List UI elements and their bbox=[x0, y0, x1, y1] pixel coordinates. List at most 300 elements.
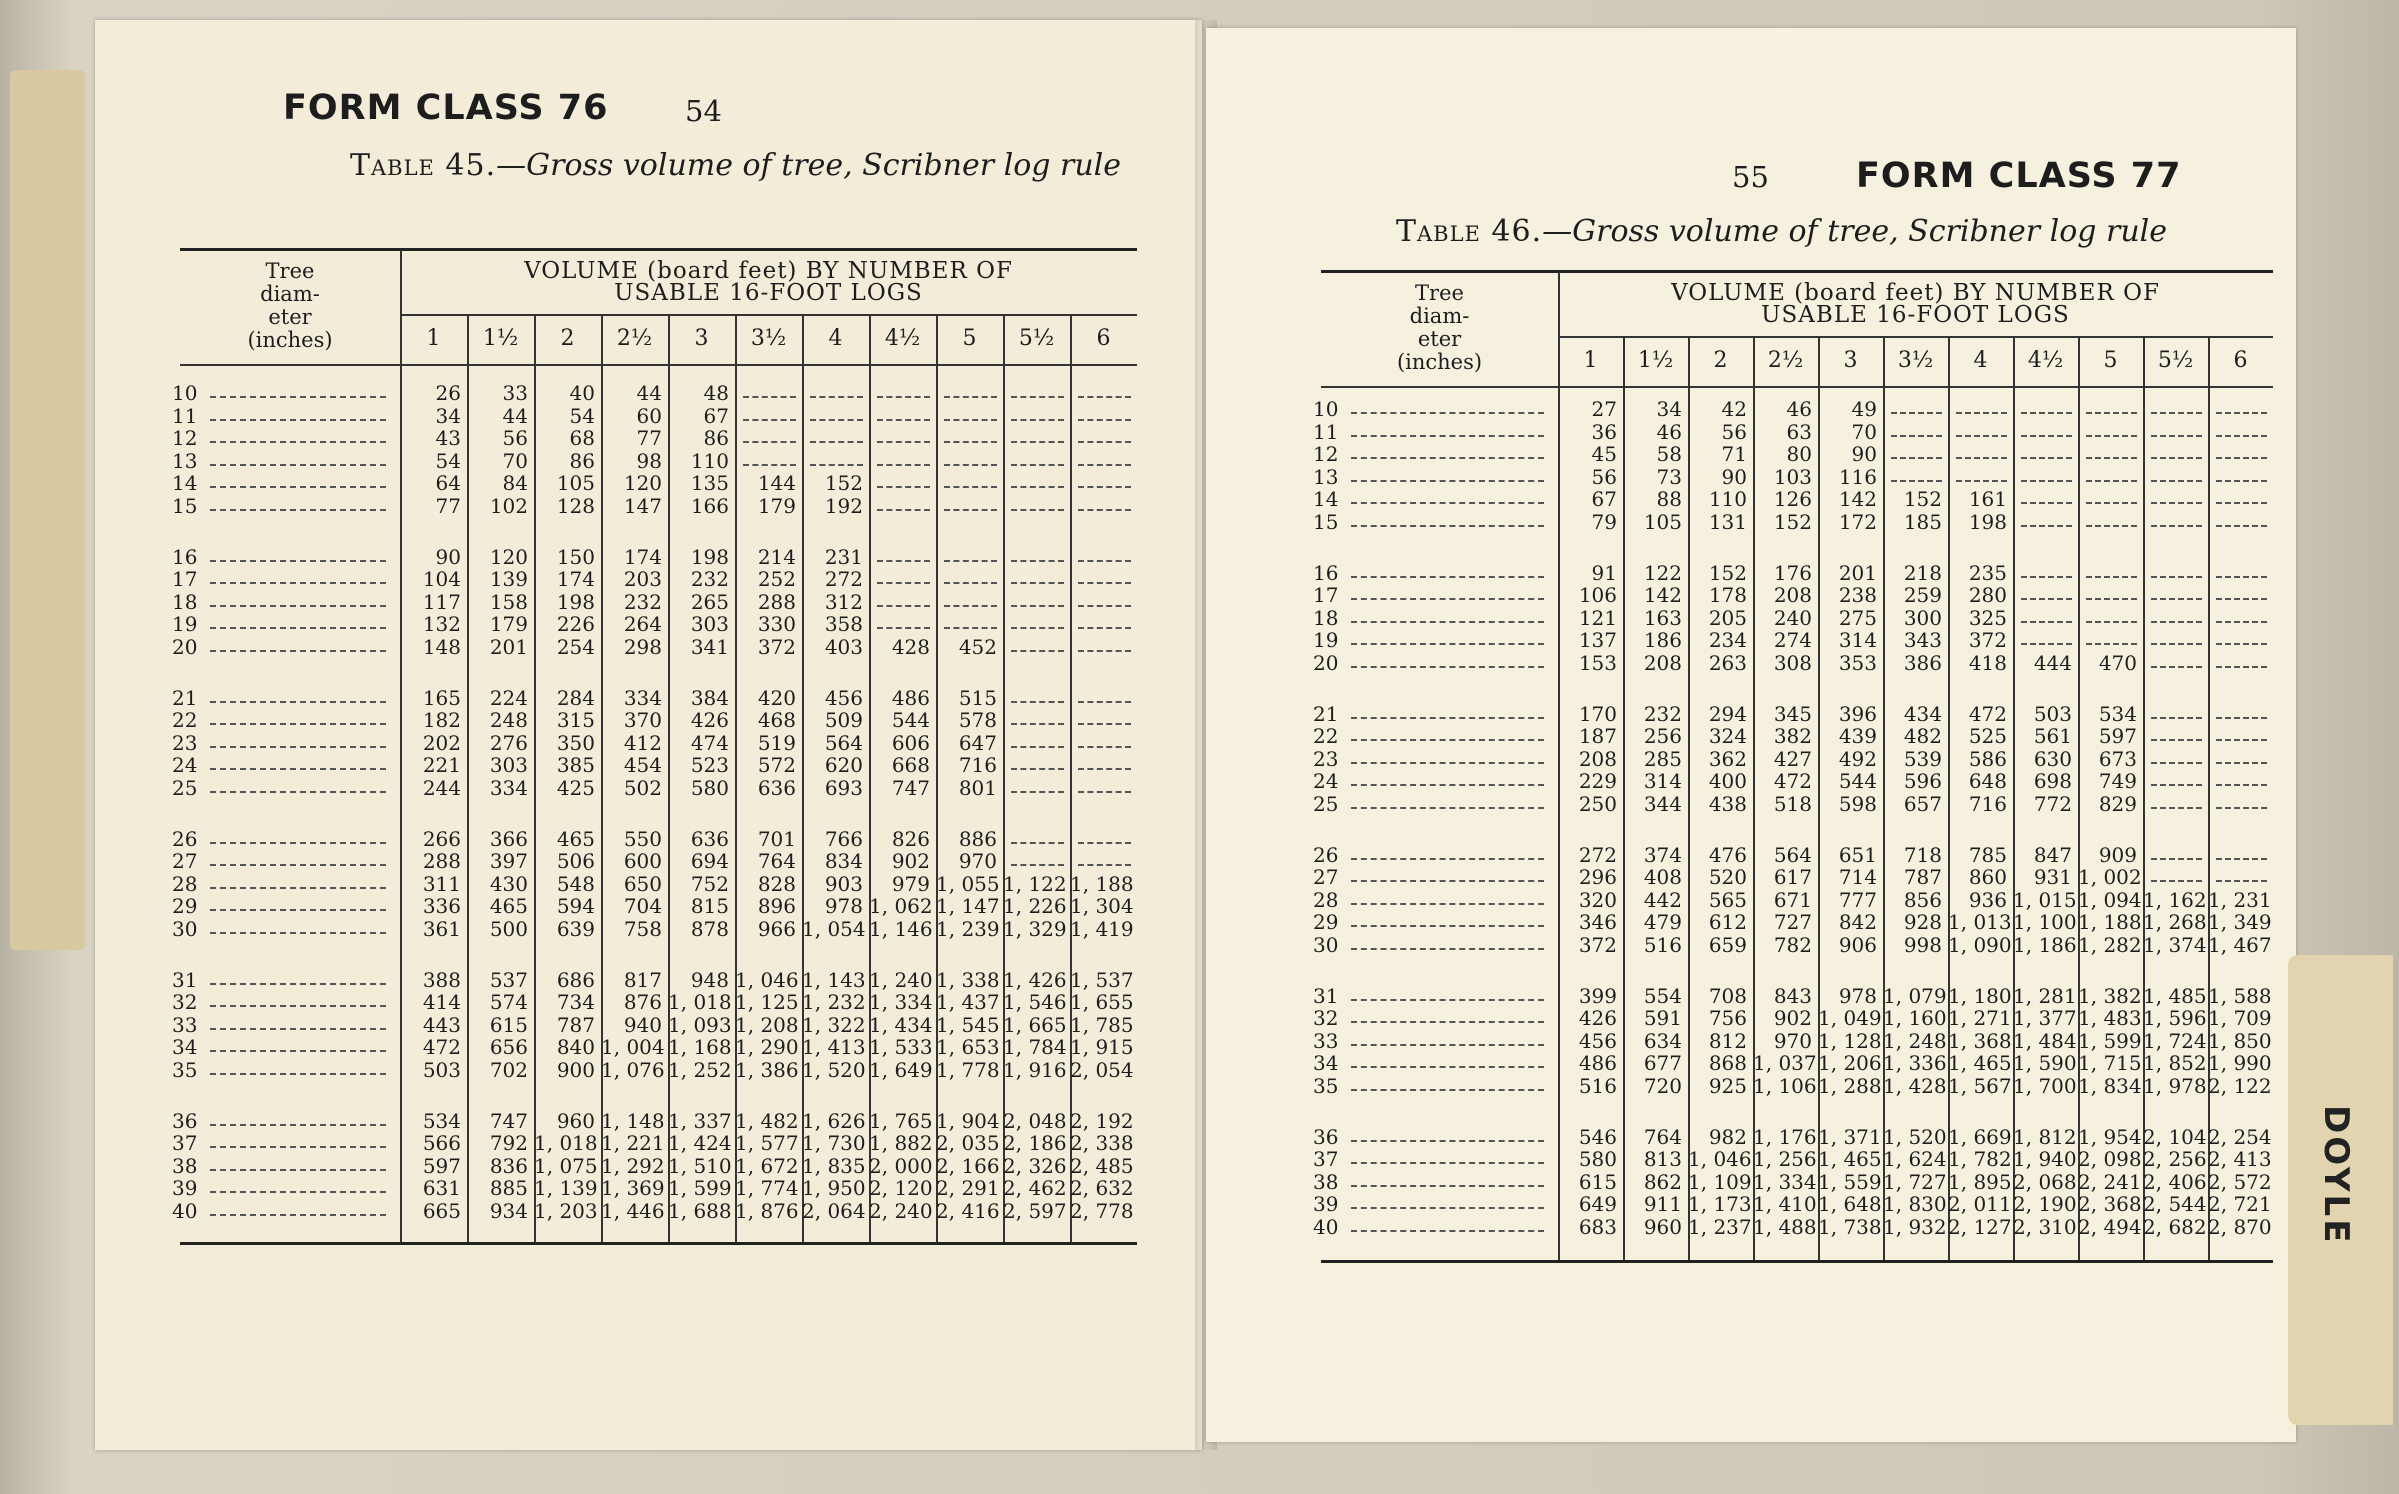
volume-cell: 45 bbox=[1591, 442, 1617, 467]
volume-cell: 40 bbox=[569, 381, 595, 405]
leader-dots bbox=[210, 1169, 386, 1171]
volume-cell: 1, 180 bbox=[1948, 983, 2012, 1008]
volume-cell: 829 bbox=[2098, 792, 2137, 816]
volume-cell: 1, 143 bbox=[802, 967, 866, 992]
volume-cell: 166 bbox=[690, 494, 729, 518]
volume-cell: 1, 484 bbox=[2013, 1028, 2077, 1053]
volume-cell: 2, 310 bbox=[2013, 1215, 2077, 1239]
volume-cell: 330 bbox=[757, 612, 796, 637]
empty-cell-leader bbox=[2151, 717, 2202, 719]
volume-cell: 294 bbox=[1708, 701, 1747, 726]
volume-cell: 503 bbox=[2033, 701, 2072, 726]
empty-cell-leader bbox=[877, 396, 930, 398]
volume-cell: 266 bbox=[422, 826, 461, 851]
volume-cell: 1, 537 bbox=[1070, 967, 1134, 992]
volume-cell: 303 bbox=[690, 612, 729, 637]
volume-cell: 1, 545 bbox=[936, 1012, 1000, 1037]
volume-cell: 334 bbox=[489, 776, 528, 800]
empty-cell-leader bbox=[1078, 419, 1131, 421]
volume-cell: 208 bbox=[1643, 651, 1682, 675]
volume-cell: 812 bbox=[1708, 1028, 1747, 1053]
volume-cell: 1, 596 bbox=[2143, 1006, 2207, 1031]
diameter-label: 18 bbox=[1313, 605, 1339, 630]
volume-cell: 2, 682 bbox=[2143, 1215, 2207, 1239]
doyle-index-tab[interactable] bbox=[2288, 955, 2393, 1425]
volume-cell: 1, 232 bbox=[802, 990, 866, 1015]
volume-cell: 2, 256 bbox=[2143, 1147, 2207, 1172]
leader-dots bbox=[210, 864, 386, 866]
volume-cell: 693 bbox=[824, 776, 863, 800]
volume-cell: 1, 292 bbox=[601, 1153, 665, 1178]
empty-cell-leader bbox=[2151, 858, 2202, 860]
leader-dots bbox=[210, 909, 386, 911]
volume-cell: 288 bbox=[757, 589, 796, 614]
volume-cell: 296 bbox=[1578, 865, 1617, 890]
volume-cell: 385 bbox=[556, 753, 595, 778]
volume-cell: 756 bbox=[1708, 1006, 1747, 1031]
volume-cell: 1, 624 bbox=[1883, 1147, 1947, 1172]
empty-cell-leader bbox=[2086, 525, 2137, 527]
volume-cell: 948 bbox=[690, 967, 729, 992]
diameter-label: 25 bbox=[1313, 792, 1339, 816]
volume-cell: 244 bbox=[422, 776, 461, 800]
volume-cell: 668 bbox=[891, 753, 930, 778]
volume-cell: 187 bbox=[1578, 724, 1617, 749]
volume-cell: 620 bbox=[824, 753, 863, 778]
volume-cell: 2, 368 bbox=[2078, 1192, 2142, 1217]
volume-cell: 1, 483 bbox=[2078, 1006, 2142, 1031]
empty-cell-leader bbox=[1011, 419, 1064, 421]
empty-cell-leader bbox=[1956, 435, 2007, 437]
empty-cell-leader bbox=[2151, 457, 2202, 459]
volume-cell: 56 bbox=[1591, 464, 1617, 489]
volume-cell: 1, 221 bbox=[601, 1131, 665, 1156]
page-number: 55 bbox=[1732, 160, 1769, 194]
volume-cell: 683 bbox=[1578, 1215, 1617, 1239]
leader-dots bbox=[210, 746, 386, 748]
column-divider bbox=[2143, 336, 2145, 1260]
volume-cell: 2, 485 bbox=[1070, 1153, 1134, 1178]
empty-cell-leader bbox=[2216, 457, 2267, 459]
leader-dots bbox=[1351, 1162, 1544, 1164]
leader-dots bbox=[1351, 880, 1544, 882]
volume-cell: 940 bbox=[623, 1012, 662, 1037]
column-header: 4 bbox=[1973, 348, 1988, 373]
volume-cell: 1, 830 bbox=[1883, 1192, 1947, 1217]
volume-cell: 361 bbox=[422, 917, 461, 941]
volume-cell: 1, 410 bbox=[1753, 1192, 1817, 1217]
volume-cell: 1, 349 bbox=[2208, 910, 2272, 935]
column-header: 5½ bbox=[2157, 348, 2194, 373]
volume-cell: 472 bbox=[1968, 701, 2007, 726]
volume-cell: 412 bbox=[623, 730, 662, 755]
diameter-label: 19 bbox=[172, 612, 198, 637]
diameter-label: 29 bbox=[1313, 910, 1339, 935]
volume-cell: 1, 588 bbox=[2208, 983, 2272, 1008]
volume-cell: 1, 386 bbox=[735, 1058, 799, 1082]
leader-dots bbox=[1351, 858, 1544, 860]
empty-cell-leader bbox=[2151, 762, 2202, 764]
volume-cell: 300 bbox=[1903, 605, 1942, 630]
volume-cell: 550 bbox=[623, 826, 662, 851]
empty-cell-leader bbox=[1078, 509, 1131, 511]
diameter-label: 10 bbox=[1313, 397, 1339, 421]
diameter-label: 40 bbox=[1313, 1215, 1339, 1239]
diameter-header-line: Tree bbox=[1415, 281, 1464, 305]
volume-cell: 1, 075 bbox=[534, 1153, 598, 1178]
volume-cell: 1, 304 bbox=[1070, 894, 1134, 919]
volume-cell: 659 bbox=[1708, 933, 1747, 957]
empty-cell-leader bbox=[2151, 502, 2202, 504]
volume-cell: 639 bbox=[556, 917, 595, 941]
empty-cell-leader bbox=[1011, 864, 1064, 866]
volume-cell: 314 bbox=[1643, 769, 1682, 794]
volume-cell: 414 bbox=[422, 990, 461, 1015]
column-header: 5½ bbox=[1018, 326, 1055, 351]
diameter-header-line: eter bbox=[268, 305, 312, 329]
volume-cell: 2, 254 bbox=[2208, 1124, 2272, 1149]
volume-cell: 36 bbox=[1591, 419, 1617, 444]
volume-cell: 519 bbox=[757, 730, 796, 755]
leader-dots bbox=[210, 1124, 386, 1126]
table-label: Table 46. bbox=[1396, 214, 1543, 249]
empty-cell-leader bbox=[2021, 643, 2072, 645]
volume-cell: 1, 669 bbox=[1948, 1124, 2012, 1149]
volume-cell: 934 bbox=[489, 1199, 528, 1223]
leader-dots bbox=[210, 768, 386, 770]
volume-cell: 298 bbox=[623, 635, 662, 659]
diameter-label: 11 bbox=[172, 403, 198, 428]
column-header: 3 bbox=[1843, 348, 1858, 373]
volume-cell: 966 bbox=[757, 917, 796, 941]
volume-cell: 214 bbox=[757, 544, 796, 569]
volume-cell: 86 bbox=[703, 426, 729, 451]
column-header: 6 bbox=[1096, 326, 1111, 351]
empty-cell-leader bbox=[2216, 784, 2267, 786]
diameter-label: 24 bbox=[172, 753, 198, 778]
volume-cell: 208 bbox=[1773, 583, 1812, 608]
volume-cell: 182 bbox=[422, 708, 461, 733]
empty-cell-leader bbox=[877, 605, 930, 607]
table-caption bbox=[1396, 214, 2167, 249]
volume-cell: 248 bbox=[489, 708, 528, 733]
volume-cell: 615 bbox=[489, 1012, 528, 1037]
volume-cell: 734 bbox=[556, 990, 595, 1015]
diameter-header-line: eter bbox=[1417, 327, 1462, 351]
volume-cell: 836 bbox=[489, 1153, 528, 1178]
empty-cell-leader bbox=[1078, 486, 1131, 488]
volume-cell: 198 bbox=[556, 589, 595, 614]
volume-cell: 506 bbox=[556, 849, 595, 874]
volume-cell: 936 bbox=[1968, 887, 2007, 912]
column-header: 4½ bbox=[884, 326, 921, 351]
empty-cell-leader bbox=[2151, 739, 2202, 741]
volume-cell: 982 bbox=[1708, 1124, 1747, 1149]
volume-cell: 465 bbox=[556, 826, 595, 851]
volume-cell: 229 bbox=[1578, 769, 1617, 794]
table-caption bbox=[350, 148, 1121, 183]
volume-cell: 34 bbox=[435, 403, 461, 428]
volume-cell: 1, 369 bbox=[601, 1176, 665, 1201]
volume-cell: 842 bbox=[1838, 910, 1877, 935]
volume-cell: 482 bbox=[1903, 724, 1942, 749]
leader-dots bbox=[210, 1073, 386, 1075]
diameter-label: 30 bbox=[172, 917, 198, 941]
diameter-label: 23 bbox=[172, 730, 198, 755]
volume-cell: 649 bbox=[1578, 1192, 1617, 1217]
leader-dots bbox=[1351, 1185, 1544, 1187]
diameter-label: 34 bbox=[1313, 1051, 1339, 1076]
volume-cell: 534 bbox=[2098, 701, 2137, 726]
empty-cell-leader bbox=[1078, 464, 1131, 466]
diameter-label: 32 bbox=[172, 990, 198, 1015]
empty-cell-leader bbox=[2151, 880, 2202, 882]
volume-cell: 766 bbox=[824, 826, 863, 851]
diameter-label: 38 bbox=[172, 1153, 198, 1178]
empty-cell-leader bbox=[1078, 842, 1131, 844]
volume-cell: 686 bbox=[556, 967, 595, 992]
empty-cell-leader bbox=[2216, 412, 2267, 414]
volume-cell: 284 bbox=[556, 685, 595, 710]
volume-cell: 201 bbox=[489, 635, 528, 659]
leader-dots bbox=[210, 723, 386, 725]
volume-cell: 370 bbox=[623, 708, 662, 733]
volume-cell: 843 bbox=[1773, 983, 1812, 1008]
leader-dots bbox=[210, 1005, 386, 1007]
volume-cell: 288 bbox=[422, 849, 461, 874]
volume-cell: 1, 090 bbox=[1948, 933, 2012, 957]
volume-cell: 400 bbox=[1708, 769, 1747, 794]
volume-cell: 554 bbox=[1643, 983, 1682, 1008]
volume-cell: 1, 559 bbox=[1818, 1169, 1882, 1194]
volume-cell: 1, 895 bbox=[1948, 1169, 2012, 1194]
volume-cell: 752 bbox=[690, 871, 729, 896]
volume-cell: 427 bbox=[1773, 746, 1812, 771]
volume-cell: 1, 850 bbox=[2208, 1028, 2272, 1053]
volume-cell: 179 bbox=[489, 612, 528, 637]
volume-cell: 673 bbox=[2098, 746, 2137, 771]
volume-cell: 2, 572 bbox=[2208, 1169, 2272, 1194]
diameter-label: 31 bbox=[1313, 983, 1339, 1008]
volume-cell: 716 bbox=[958, 753, 997, 778]
volume-cell: 139 bbox=[489, 567, 528, 592]
volume-cell: 43 bbox=[435, 426, 461, 451]
volume-cell: 1, 978 bbox=[2143, 1074, 2207, 1098]
volume-cell: 2, 326 bbox=[1003, 1153, 1067, 1178]
volume-cell: 126 bbox=[1773, 487, 1812, 512]
volume-cell: 64 bbox=[435, 471, 461, 496]
volume-cell: 275 bbox=[1838, 605, 1877, 630]
volume-cell: 2, 870 bbox=[2208, 1215, 2272, 1239]
volume-cell: 2, 054 bbox=[1070, 1058, 1134, 1082]
empty-cell-leader bbox=[944, 560, 997, 562]
volume-cell: 152 bbox=[1903, 487, 1942, 512]
volume-cell: 203 bbox=[623, 567, 662, 592]
volume-cell: 358 bbox=[824, 612, 863, 637]
volume-cell: 232 bbox=[690, 567, 729, 592]
volume-cell: 54 bbox=[569, 403, 595, 428]
diameter-label: 20 bbox=[172, 635, 198, 659]
volume-cell: 44 bbox=[502, 403, 528, 428]
volume-cell: 847 bbox=[2033, 842, 2072, 867]
volume-cell: 452 bbox=[958, 635, 997, 659]
volume-cell: 185 bbox=[1903, 510, 1942, 534]
volume-cell: 172 bbox=[1838, 510, 1877, 534]
volume-cell: 544 bbox=[1838, 769, 1877, 794]
volume-cell: 1, 715 bbox=[2078, 1051, 2142, 1076]
volume-cell: 48 bbox=[703, 381, 729, 405]
empty-cell-leader bbox=[2216, 598, 2267, 600]
leader-dots bbox=[1351, 502, 1544, 504]
volume-cell: 1, 419 bbox=[1070, 917, 1134, 941]
diameter-label: 35 bbox=[172, 1058, 198, 1082]
volume-cell: 88 bbox=[1656, 487, 1682, 512]
volume-cell: 1, 876 bbox=[735, 1199, 799, 1223]
leader-dots bbox=[210, 464, 386, 466]
volume-cell: 1, 162 bbox=[2143, 887, 2207, 912]
volume-cell: 960 bbox=[1643, 1215, 1682, 1239]
column-header: 2 bbox=[560, 326, 575, 351]
volume-cell: 1, 252 bbox=[668, 1058, 732, 1082]
volume-cell: 150 bbox=[556, 544, 595, 569]
volume-cell: 574 bbox=[489, 990, 528, 1015]
volume-cell: 1, 062 bbox=[869, 894, 933, 919]
empty-cell-leader bbox=[1011, 768, 1064, 770]
volume-cell: 862 bbox=[1643, 1169, 1682, 1194]
empty-cell-leader bbox=[1078, 560, 1131, 562]
volume-cell: 1, 139 bbox=[534, 1176, 598, 1201]
volume-cell: 1, 231 bbox=[2208, 887, 2272, 912]
volume-cell: 665 bbox=[422, 1199, 461, 1223]
volume-cell: 90 bbox=[1721, 464, 1747, 489]
volume-cell: 426 bbox=[1578, 1006, 1617, 1031]
empty-cell-leader bbox=[2021, 435, 2072, 437]
volume-cell: 218 bbox=[1903, 560, 1942, 585]
volume-cell: 135 bbox=[690, 471, 729, 496]
volume-cell: 840 bbox=[556, 1035, 595, 1060]
volume-cell: 456 bbox=[824, 685, 863, 710]
volume-cell: 878 bbox=[690, 917, 729, 941]
volume-cell: 860 bbox=[1968, 865, 2007, 890]
empty-cell-leader bbox=[877, 419, 930, 421]
empty-cell-leader bbox=[944, 419, 997, 421]
volume-cell: 192 bbox=[824, 494, 863, 518]
volume-cell: 828 bbox=[757, 871, 796, 896]
leader-dots bbox=[210, 701, 386, 703]
leader-dots bbox=[1351, 480, 1544, 482]
volume-cell: 1, 176 bbox=[1753, 1124, 1817, 1149]
diameter-header-line: diam- bbox=[260, 282, 320, 306]
volume-cell: 2, 494 bbox=[2078, 1215, 2142, 1239]
volume-cell: 131 bbox=[1708, 510, 1747, 534]
diameter-label: 33 bbox=[172, 1012, 198, 1037]
volume-cell: 960 bbox=[556, 1108, 595, 1133]
diameter-label: 19 bbox=[1313, 628, 1339, 653]
volume-cell: 98 bbox=[636, 448, 662, 473]
volume-cell: 1, 709 bbox=[2208, 1006, 2272, 1031]
volume-cell: 2, 416 bbox=[936, 1199, 1000, 1223]
volume-cell: 174 bbox=[623, 544, 662, 569]
leader-dots bbox=[210, 1191, 386, 1193]
volume-cell: 152 bbox=[1708, 560, 1747, 585]
volume-cell: 856 bbox=[1903, 887, 1942, 912]
empty-cell-leader bbox=[810, 419, 863, 421]
volume-cell: 515 bbox=[958, 685, 997, 710]
diameter-label: 26 bbox=[1313, 842, 1339, 867]
diameter-label: 33 bbox=[1313, 1028, 1339, 1053]
volume-cell: 372 bbox=[1578, 933, 1617, 957]
volume-cell: 350 bbox=[556, 730, 595, 755]
diameter-label: 12 bbox=[172, 426, 198, 451]
diameter-label: 38 bbox=[1313, 1169, 1339, 1194]
diameter-label: 28 bbox=[172, 871, 198, 896]
empty-cell-leader bbox=[1011, 605, 1064, 607]
volume-cell: 1, 329 bbox=[1003, 917, 1067, 941]
volume-cell: 772 bbox=[2033, 792, 2072, 816]
volume-cell: 657 bbox=[1903, 792, 1942, 816]
column-header: 1 bbox=[1583, 348, 1598, 373]
volume-cell: 876 bbox=[623, 990, 662, 1015]
leader-dots bbox=[1351, 948, 1544, 950]
volume-cell: 1, 990 bbox=[2208, 1051, 2272, 1076]
volume-cell: 648 bbox=[1968, 769, 2007, 794]
empty-cell-leader bbox=[1011, 627, 1064, 629]
volume-cell: 274 bbox=[1773, 628, 1812, 653]
volume-cell: 677 bbox=[1643, 1051, 1682, 1076]
volume-cell: 468 bbox=[757, 708, 796, 733]
volume-cell: 148 bbox=[422, 635, 461, 659]
volume-cell: 565 bbox=[1708, 887, 1747, 912]
volume-cell: 1, 334 bbox=[1753, 1169, 1817, 1194]
empty-cell-leader bbox=[2151, 435, 2202, 437]
leader-dots bbox=[1351, 621, 1544, 623]
volume-cell: 1, 186 bbox=[2013, 933, 2077, 957]
column-header: 3 bbox=[694, 326, 709, 351]
volume-cell: 346 bbox=[1578, 910, 1617, 935]
empty-cell-leader bbox=[1011, 509, 1064, 511]
volume-cell: 1, 465 bbox=[1818, 1147, 1882, 1172]
volume-cell: 596 bbox=[1903, 769, 1942, 794]
leader-dots bbox=[210, 396, 386, 398]
volume-cell: 60 bbox=[636, 403, 662, 428]
volume-cell: 374 bbox=[1643, 842, 1682, 867]
volume-cell: 656 bbox=[489, 1035, 528, 1060]
volume-cell: 714 bbox=[1838, 865, 1877, 890]
leader-dots bbox=[1351, 1066, 1544, 1068]
volume-cell: 1, 672 bbox=[735, 1153, 799, 1178]
volume-cell: 1, 055 bbox=[936, 871, 1000, 896]
volume-cell: 1, 784 bbox=[1003, 1035, 1067, 1060]
volume-cell: 1, 782 bbox=[1948, 1147, 2012, 1172]
volume-cell: 68 bbox=[569, 426, 595, 451]
volume-cell: 163 bbox=[1643, 605, 1682, 630]
volume-cell: 2, 186 bbox=[1003, 1131, 1067, 1156]
volume-cell: 1, 049 bbox=[1818, 1006, 1882, 1031]
volume-cell: 265 bbox=[690, 589, 729, 614]
diameter-label: 29 bbox=[172, 894, 198, 919]
volume-cell: 503 bbox=[422, 1058, 461, 1082]
volume-cell: 372 bbox=[1968, 628, 2007, 653]
volume-cell: 701 bbox=[757, 826, 796, 851]
volume-cell: 152 bbox=[1773, 510, 1812, 534]
volume-cell: 998 bbox=[1903, 933, 1942, 957]
volume-cell: 103 bbox=[1773, 464, 1812, 489]
diameter-label: 37 bbox=[1313, 1147, 1339, 1172]
empty-cell-leader bbox=[743, 396, 796, 398]
empty-cell-leader bbox=[1078, 441, 1131, 443]
volume-cell: 1, 488 bbox=[1753, 1215, 1817, 1239]
volume-cell: 256 bbox=[1643, 724, 1682, 749]
